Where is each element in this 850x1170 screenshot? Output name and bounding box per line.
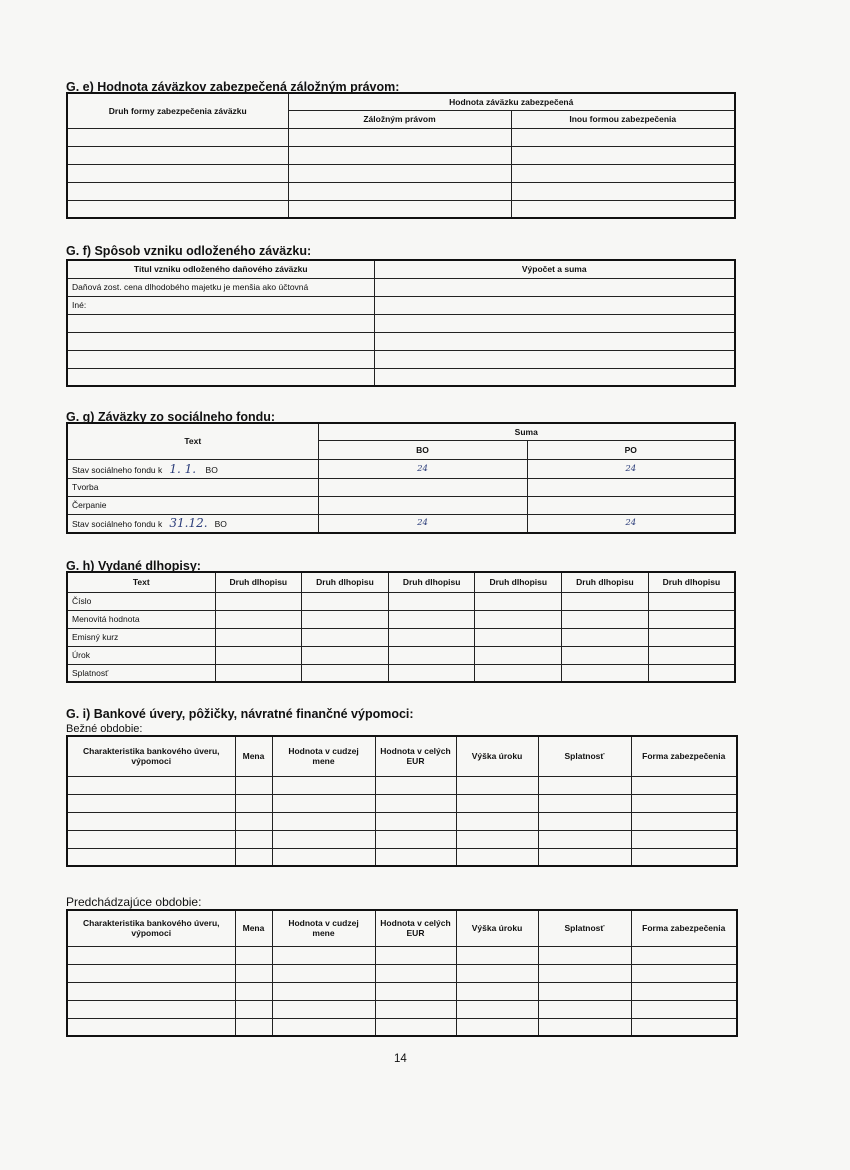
table-row [67,964,737,982]
header-mena: Mena [235,910,272,946]
header-po: PO [527,440,735,459]
table-gf-container [66,259,736,387]
header-mena: Mena [235,736,272,776]
table-ge-container [66,92,736,219]
table-gh-container [66,571,736,683]
table-row [67,278,735,296]
table-row [67,332,735,350]
row-emisny-kurz: Emisný kurz [67,628,215,646]
table-row [67,610,735,628]
table-row [67,182,735,200]
header-bo: BO [318,440,527,459]
row-stav-koniec: Stav sociálneho fondu k 31.12. BO [67,514,318,533]
row-splatnost: Splatnosť [67,664,215,682]
header-hodnota-cudzej: Hodnota v cudzej mene [272,736,375,776]
table-gg-container [66,422,736,534]
header-vyska-uroku: Výška úroku [456,736,538,776]
row-label-danova-zostatkova: Daňová zost. cena dlhodobého majetku je menšia ako účtovná [67,278,374,296]
table-row [67,368,735,386]
table-row [67,164,735,182]
table-row [67,794,737,812]
header-charakteristika: Charakteristika bankového úveru, výpomoci [67,736,235,776]
section-gi-title: G. i) Bankové úvery, pôžičky, návratné finančné výpomoci: [66,707,414,721]
row-cerpanie: Čerpanie [67,496,318,514]
row-tvorba: Tvorba [67,478,318,496]
value-bo[interactable]: 24 [318,514,527,533]
section-gg-title: G. g) Záväzky zo sociálneho fondu: [66,410,276,424]
table-row [67,314,735,332]
section-ge-title: G. e) Hodnota záväzkov zabezpečená záložným právom: [66,80,400,94]
table-row [67,830,737,848]
header-vyska-uroku: Výška úroku [456,910,538,946]
row-cislo: Číslo [67,592,215,610]
table-row [67,646,735,664]
table-row [67,459,735,478]
header-text: Text [67,423,318,459]
table-gi-current [66,735,738,867]
table-gi-previous-container [66,909,738,1037]
current-period-label: Bežné obdobie: [66,723,143,735]
row-label-ine: Iné: [67,296,374,314]
table-gg [66,422,736,534]
table-row [67,982,737,1000]
header-druh-dlhopisu: Druh dlhopisu [562,572,649,592]
header-druh-dlhopisu: Druh dlhopisu [388,572,475,592]
table-row [67,848,737,866]
header-forma-zabezpecenia: Forma zabezpečenia [631,736,737,776]
header-text: Text [67,572,215,592]
header-suma: Suma [318,423,735,440]
header-hodnota-cudzej: Hodnota v cudzej mene [272,910,375,946]
table-row [67,1018,737,1036]
table-row [67,514,735,533]
row-urok: Úrok [67,646,215,664]
table-row [67,146,735,164]
section-gh-title: G. h) Vydané dlhopisy: [66,559,201,573]
row-stav-zaciatok: Stav sociálneho fondu k 1. 1. BO [67,459,318,478]
header-druh-dlhopisu: Druh dlhopisu [648,572,735,592]
table-row [67,1000,737,1018]
header-splatnost: Splatnosť [538,910,631,946]
header-charakteristika: Charakteristika bankového úveru, výpomoci [67,910,235,946]
table-gf [66,259,736,387]
table-gi-current-container [66,735,738,867]
table-row [67,350,735,368]
previous-period-label: Predchádzajúce obdobie: [66,895,202,909]
value-po[interactable]: 24 [527,459,735,478]
table-row [67,128,735,146]
handwritten-date: 31.12. [169,516,208,531]
value-po[interactable]: 24 [527,514,735,533]
table-row [67,592,735,610]
table-row [67,200,735,218]
handwritten-date: 1. 1. [169,461,197,476]
header-hodnota-zabezpecena: Hodnota záväzku zabezpečená [288,93,735,110]
header-forma-zabezpecenia: Forma zabezpečenia [631,910,737,946]
header-druh-dlhopisu: Druh dlhopisu [302,572,389,592]
table-row [67,478,735,496]
table-row [67,776,737,794]
header-inou-formou: Inou formou zabezpečenia [511,110,735,128]
header-druh-dlhopisu: Druh dlhopisu [475,572,562,592]
table-row [67,628,735,646]
table-row [67,496,735,514]
header-splatnost: Splatnosť [538,736,631,776]
header-druh-formy: Druh formy zabezpečenia záväzku [67,93,288,128]
header-zaloznym-pravom: Záložným právom [288,110,511,128]
table-ge [66,92,736,219]
header-titul-vzniku: Titul vzniku odloženého daňového záväzku [67,260,374,278]
table-gh [66,571,736,683]
page-number: 14 [394,1053,407,1065]
table-gi-previous [66,909,738,1037]
header-hodnota-eur: Hodnota v celých EUR [375,736,456,776]
value-bo[interactable]: 24 [318,459,527,478]
header-druh-dlhopisu: Druh dlhopisu [215,572,302,592]
table-row [67,664,735,682]
table-row [67,946,737,964]
section-gf-title: G. f) Spôsob vzniku odloženého záväzku: [66,244,312,258]
header-hodnota-eur: Hodnota v celých EUR [375,910,456,946]
row-menovita-hodnota: Menovitá hodnota [67,610,215,628]
table-row [67,296,735,314]
header-vypocet-suma: Výpočet a suma [374,260,735,278]
table-row [67,812,737,830]
